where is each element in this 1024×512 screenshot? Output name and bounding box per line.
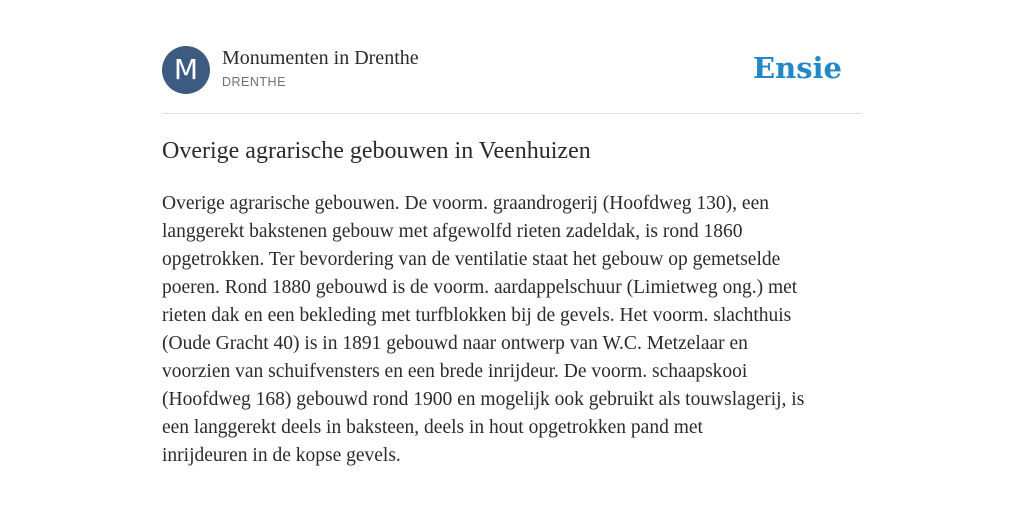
brand-logo[interactable]: Ensie: [753, 51, 842, 85]
source-name[interactable]: Monumenten in Drenthe: [222, 47, 419, 69]
body-line: langgerekt bakstenen gebouw met afgewolfd rieten zadeldak, is rond 1860: [162, 221, 743, 242]
body-line: inrijdeuren in de kopse gevels.: [162, 445, 401, 466]
divider: [162, 113, 862, 114]
avatar[interactable]: M: [162, 46, 210, 94]
body-line: een langgerekt deels in baksteen, deels in hout opgetrokken pand met: [162, 417, 703, 438]
source-region: DRENTHE: [222, 75, 286, 89]
body-line: voorzien van schuifvensters en een brede inrijdeur. De voorm. schaapskooi: [162, 361, 748, 382]
header: [162, 46, 862, 96]
article-body: [162, 190, 862, 470]
body-line: opgetrokken. Ter bevordering van de ventilatie staat het gebouw op gemetselde: [162, 249, 781, 270]
body-line: Overige agrarische gebouwen. De voorm. graandrogerij (Hoofdweg 130), een: [162, 193, 769, 214]
body-line: poeren. Rond 1880 gebouwd is de voorm. aardappelschuur (Limietweg ong.) met: [162, 277, 798, 298]
body-line: rieten dak en een bekleding met turfblokken bij de gevels. Het voorm. slachthuis: [162, 305, 792, 326]
body-line: (Hoofdweg 168) gebouwd rond 1900 en mogelijk ook gebruikt als touwslagerij, is: [162, 389, 805, 410]
body-line: (Oude Gracht 40) is in 1891 gebouwd naar ontwerp van W.C. Metzelaar en: [162, 333, 748, 354]
article-title: Overige agrarische gebouwen in Veenhuizen: [162, 138, 591, 164]
